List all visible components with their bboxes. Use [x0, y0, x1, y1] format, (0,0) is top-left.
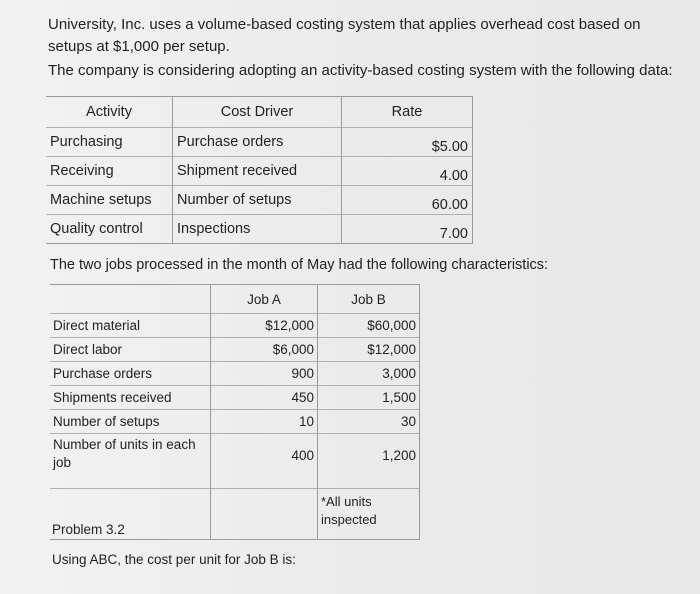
rate-cell	[342, 157, 473, 186]
job-a-value: 10	[211, 410, 318, 434]
job-b-value: 3,000	[318, 362, 420, 386]
question-text: Using ABC, the cost per unit for Job B is:	[52, 552, 296, 567]
jobs-table	[50, 284, 420, 540]
header-rate: Rate	[342, 97, 473, 128]
rate-cell	[342, 186, 473, 215]
activities-header-row	[46, 97, 473, 128]
row-label: Number of units in each job	[50, 434, 211, 489]
activity-name: Machine setups	[46, 186, 173, 215]
job-row	[50, 314, 420, 338]
rate-value: 60.00	[431, 197, 468, 213]
job-a-value: $12,000	[211, 314, 318, 338]
cost-driver: Purchase orders	[173, 128, 342, 157]
activity-row	[46, 215, 473, 244]
job-a-value: 900	[211, 362, 318, 386]
job-b-value: $12,000	[318, 338, 420, 362]
abc-intro-text: The company is considering adopting an activity-based costing system with the following data:	[48, 62, 673, 79]
row-label: Purchase orders	[50, 362, 211, 386]
cost-driver: Inspections	[173, 215, 342, 244]
job-row	[50, 362, 420, 386]
note-blank-cell	[211, 489, 318, 540]
intro-text: University, Inc. uses a volume-based costing system that applies overhead cost based on setups at $1,000 per setup.	[48, 16, 641, 55]
job-b-value: 1,200	[318, 434, 420, 489]
rate-cell	[342, 215, 473, 244]
job-row	[50, 434, 420, 489]
row-label: Direct labor	[50, 338, 211, 362]
jobs-header-row	[50, 285, 420, 314]
activity-name: Purchasing	[46, 128, 173, 157]
cost-driver: Number of setups	[173, 186, 342, 215]
inspection-note: *All units inspected	[318, 489, 420, 540]
job-row	[50, 338, 420, 362]
activity-name: Receiving	[46, 157, 173, 186]
cost-driver: Shipment received	[173, 157, 342, 186]
header-job-a: Job A	[211, 285, 318, 314]
activity-name: Quality control	[46, 215, 173, 244]
rate-cell	[342, 128, 473, 157]
job-a-value: 400	[211, 434, 318, 489]
row-label: Number of setups	[50, 410, 211, 434]
rate-value: $5.00	[431, 139, 468, 155]
activity-row	[46, 128, 473, 157]
job-row	[50, 386, 420, 410]
activity-row	[46, 186, 473, 215]
job-row	[50, 410, 420, 434]
job-a-value: 450	[211, 386, 318, 410]
job-b-value: $60,000	[318, 314, 420, 338]
rate-value: 4.00	[439, 168, 468, 184]
rate-value: 7.00	[439, 226, 468, 242]
row-label: Direct material	[50, 314, 211, 338]
header-activity: Activity	[46, 97, 173, 128]
activities-table	[46, 96, 473, 244]
header-blank	[50, 285, 211, 314]
job-b-value: 1,500	[318, 386, 420, 410]
activity-row	[46, 157, 473, 186]
jobs-intro-text: The two jobs processed in the month of May had the following characteristics:	[50, 257, 549, 273]
header-job-b: Job B	[318, 285, 420, 314]
job-a-value: $6,000	[211, 338, 318, 362]
row-label: Shipments received	[50, 386, 211, 410]
problem-label: Problem 3.2	[52, 522, 125, 537]
job-b-value: 30	[318, 410, 420, 434]
header-cost-driver: Cost Driver	[173, 97, 342, 128]
